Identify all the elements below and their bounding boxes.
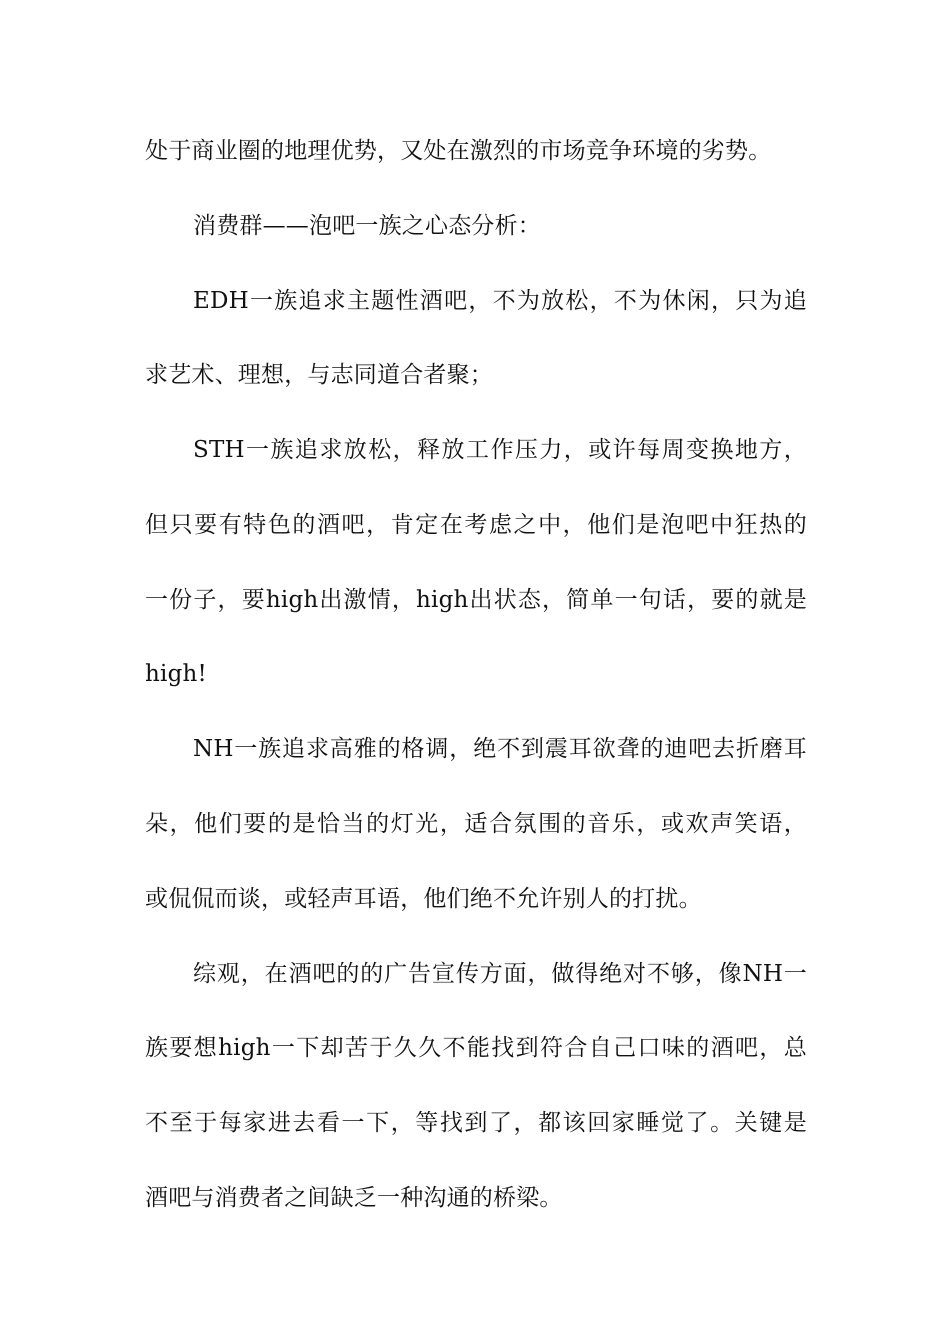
- paragraph-line: EDH一族追求主题性酒吧，不为放松，不为休闲，只为追: [193, 288, 807, 314]
- paragraph-line: 族要想high一下却苦于久久不能找到符合自己口味的酒吧，总: [145, 1035, 807, 1061]
- section-heading: 消费群——泡吧一族之心态分析：: [193, 213, 541, 239]
- paragraph-line: STH一族追求放松，释放工作压力，或许每周变换地方，: [193, 437, 807, 463]
- paragraph-line: 不至于每家进去看一下，等找到了，都该回家睡觉了。关键是: [145, 1110, 807, 1136]
- paragraph-line: 综观，在酒吧的的广告宣传方面，做得绝对不够，像NH一: [193, 961, 807, 987]
- paragraph-line: 一份子，要high出激情，high出状态，简单一句话，要的就是: [145, 587, 807, 613]
- paragraph-line: 求艺术、理想，与志同道合者聚；: [145, 362, 493, 388]
- paragraph-line: 但只要有特色的酒吧，肯定在考虑之中，他们是泡吧中狂热的: [145, 512, 807, 538]
- paragraph-line: 朵，他们要的是恰当的灯光，适合氛围的音乐，或欢声笑语，: [145, 811, 807, 837]
- paragraph-line: 或侃侃而谈，或轻声耳语，他们绝不允许别人的打扰。: [145, 886, 702, 912]
- paragraph-line: high!: [145, 661, 207, 687]
- paragraph-line: 酒吧与消费者之间缺乏一种沟通的桥梁。: [145, 1185, 563, 1211]
- paragraph-line: NH一族追求高雅的格调，绝不到震耳欲聋的迪吧去折磨耳: [193, 736, 807, 762]
- paragraph-line: 处于商业圈的地理优势，又处在激烈的市场竞争环境的劣势。: [145, 138, 772, 164]
